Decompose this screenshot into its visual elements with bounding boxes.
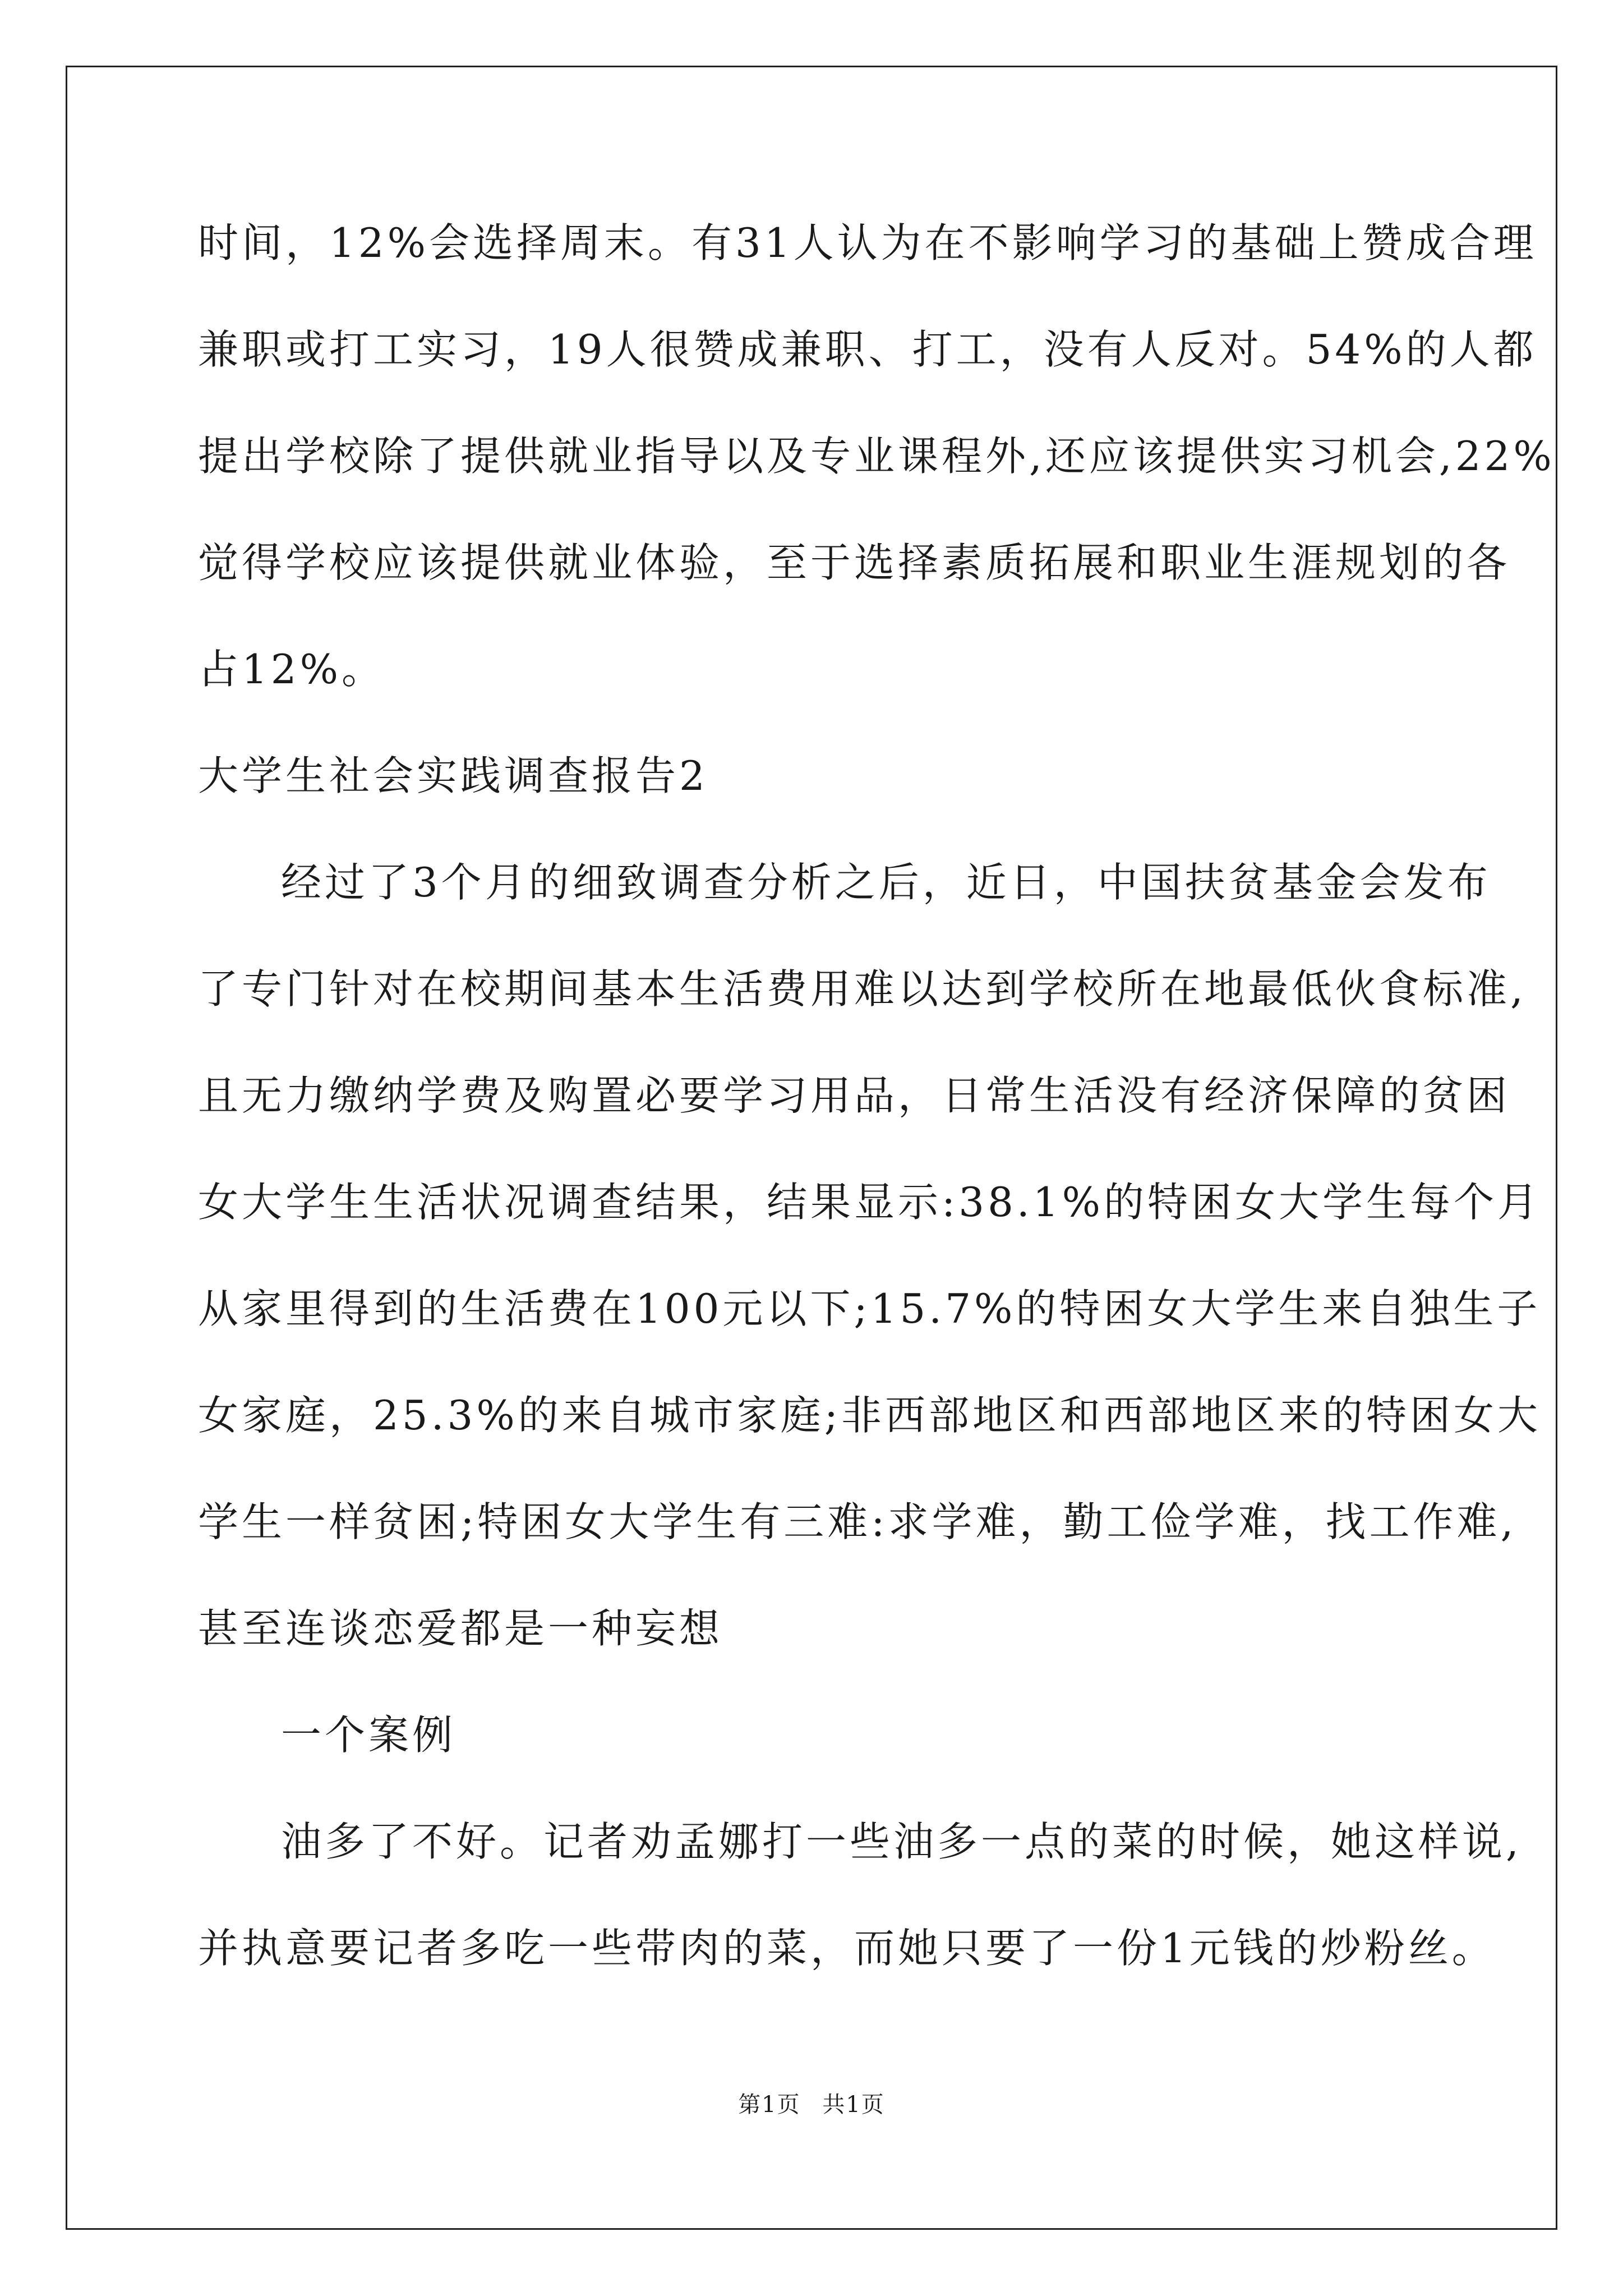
section-heading: 大学生社会实践调查报告2 bbox=[198, 752, 708, 799]
text-line: 兼职或打工实习，19人很赞成兼职、打工，没有人反对。54%的人都 bbox=[198, 326, 1537, 373]
text-line: 从家里得到的生活费在100元以下;15.7%的特困女大学生来自独生子 bbox=[198, 1285, 1541, 1332]
page-footer bbox=[0, 2088, 1623, 2122]
text-line: 占12%。 bbox=[198, 646, 386, 693]
text-line: 且无力缴纳学费及购置必要学习用品，日常生活没有经济保障的贫困 bbox=[198, 1072, 1511, 1119]
text-line: 觉得学校应该提供就业体验，至于选择素质拓展和职业生涯规划的各 bbox=[198, 539, 1511, 586]
text-line: 女大学生生活状况调查结果，结果显示:38.1%的特困女大学生每个月 bbox=[198, 1179, 1541, 1226]
text-line: 了专门针对在校期间基本生活费用难以达到学校所在地最低伙食标准, bbox=[198, 965, 1527, 1013]
text-line: 女家庭，25.3%的来自城市家庭;非西部地区和西部地区来的特困女大 bbox=[198, 1392, 1541, 1439]
text-line: 并执意要记者多吃一些带肉的菜，而她只要了一份1元钱的炒粉丝。 bbox=[198, 1925, 1496, 1972]
text-line: 甚至连谈恋爱都是一种妄想 bbox=[198, 1605, 723, 1652]
page-border bbox=[66, 66, 1557, 2230]
text-line: 油多了不好。记者劝孟娜打一些油多一点的菜的时候，她这样说, bbox=[281, 1818, 1522, 1865]
page-total: 共1页 bbox=[822, 2092, 885, 2118]
text-line: 学生一样贫困;特困女大学生有三难:求学难，勤工俭学难，找工作难, bbox=[198, 1498, 1517, 1545]
text-line: 时间，12%会选择周末。有31人认为在不影响学习的基础上赞成合理 bbox=[198, 219, 1537, 266]
page-number: 第1页 bbox=[738, 2092, 801, 2118]
subheading: 一个案例 bbox=[281, 1711, 457, 1759]
text-line: 经过了3个月的细致调查分析之后，近日，中国扶贫基金会发布 bbox=[281, 859, 1491, 906]
text-line: 提出学校除了提供就业指导以及专业课程外,还应该提供实习机会,22% bbox=[198, 432, 1555, 480]
